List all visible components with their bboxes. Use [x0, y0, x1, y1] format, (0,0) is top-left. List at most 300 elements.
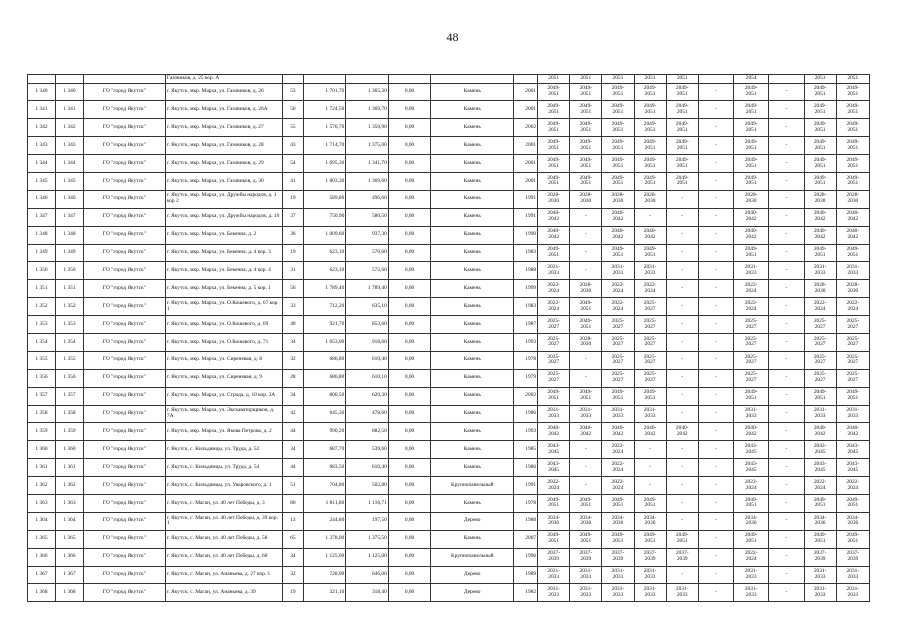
- count-cell: 54: [283, 155, 304, 173]
- area-cell: 1 356,90: [346, 119, 389, 137]
- row-number-cell: 1 356: [55, 369, 83, 387]
- dash-cell: -: [698, 262, 733, 280]
- row-number-cell: 1 345: [28, 172, 56, 190]
- area-cell: 1 125,00: [303, 548, 346, 566]
- area-cell: 1 053,00: [303, 333, 346, 351]
- municipality-cell: ГО "город Якутск": [83, 226, 165, 244]
- year-cell: 2049- 2051: [538, 137, 570, 155]
- year-cell: 2049- 2051: [666, 137, 698, 155]
- row-number-cell: 1 364: [28, 512, 56, 530]
- row-number-cell: 1 351: [55, 280, 83, 298]
- dash-cell: -: [698, 566, 733, 584]
- address-cell: г. Якутск, с. Кильдямцы, ул. Труда, д. 54: [165, 459, 282, 477]
- dash-cell: -: [698, 333, 733, 351]
- year-cell: 2049- 2051: [634, 172, 666, 190]
- dash-cell: -: [769, 387, 804, 405]
- year-cell: 2040- 2042: [734, 423, 769, 441]
- area-cell: 1 116,71: [346, 494, 389, 512]
- table-row: [28, 333, 870, 351]
- year-cell: 2049- 2051: [538, 155, 570, 173]
- material-cell: Крупнопанельный: [431, 548, 514, 566]
- year-cell: 2031- 2033: [634, 262, 666, 280]
- year-cell: -: [666, 262, 698, 280]
- year-cell: 2049- 2051: [570, 316, 602, 334]
- row-number-cell: 1 348: [55, 226, 83, 244]
- address-cell: г. Якутск, мкр. Марха, ул. Дружбы народов, д. 1 кор 2: [165, 190, 282, 208]
- area-cell: 0,00: [388, 190, 431, 208]
- year-cell: 2025- 2027: [804, 333, 836, 351]
- table-row: [28, 262, 870, 280]
- area-cell: 0,00: [388, 387, 431, 405]
- row-number-cell: 1 346: [28, 190, 56, 208]
- year-cell: 2040- 2042: [634, 226, 666, 244]
- year-cell: 2049- 2051: [734, 101, 769, 119]
- address-cell: г. Якутск, мкр. Марха, ул. Строда, д. 10 кор. 3А: [165, 387, 282, 405]
- year-cell: 2025- 2027: [538, 369, 570, 387]
- count-cell: 41: [283, 172, 304, 190]
- year-cell: 2049- 2051: [634, 137, 666, 155]
- year-cell: 2049- 2051: [634, 387, 666, 405]
- area-cell: 478,60: [346, 405, 389, 423]
- year-cell: 2031- 2033: [602, 566, 634, 584]
- year-cell: 2031- 2033: [804, 405, 836, 423]
- count-cell: 44: [283, 459, 304, 477]
- row-number-cell: 1 342: [28, 119, 56, 137]
- table-row: [28, 208, 870, 226]
- dash-cell: -: [698, 101, 733, 119]
- year-cell: 2034- 2036: [570, 512, 602, 530]
- dash-cell: -: [698, 548, 733, 566]
- dash-cell: -: [769, 423, 804, 441]
- year-built-cell: 1993: [514, 333, 538, 351]
- year-cell: -: [634, 477, 666, 495]
- dash-cell: -: [698, 155, 733, 173]
- year-cell: 2022- 2024: [602, 477, 634, 495]
- municipality-cell: ГО "город Якутск": [83, 137, 165, 155]
- material-cell: Камень: [431, 244, 514, 262]
- row-number-cell: 1 342: [55, 119, 83, 137]
- year-built-cell: 2001: [514, 101, 538, 119]
- year-cell: 2025- 2027: [634, 298, 666, 316]
- dash-cell: -: [698, 405, 733, 423]
- year-cell: 2049- 2051: [602, 387, 634, 405]
- municipality-cell: ГО "город Якутск": [83, 369, 165, 387]
- row-number-cell: 1 344: [55, 155, 83, 173]
- year-cell: 2049- 2051: [570, 172, 602, 190]
- year-cell: 2049- 2051: [634, 83, 666, 101]
- year-cell: 2049- 2051: [634, 155, 666, 173]
- year-cell: 2022- 2024: [734, 280, 769, 298]
- area-cell: 0,00: [388, 494, 431, 512]
- dash-cell: -: [698, 83, 733, 101]
- year-cell: 2034- 2036: [634, 512, 666, 530]
- material-cell: Камень: [431, 226, 514, 244]
- dash-cell: -: [698, 494, 733, 512]
- year-cell: 2049- 2051: [570, 530, 602, 548]
- year-cell: 2049- 2051: [734, 530, 769, 548]
- address-cell: г. Якутск, с. Маган, ул. 40 лет Победы, д. 39 кор. 1: [165, 512, 282, 530]
- year-cell: 2049- 2051: [538, 172, 570, 190]
- year-cell: 2022- 2024: [804, 477, 836, 495]
- dash-cell: -: [769, 351, 804, 369]
- table-row: [28, 226, 870, 244]
- address-cell: г. Якутск, мкр. Марха, ул. Якова Петрова, д. 2: [165, 423, 282, 441]
- year-cell: 2049- 2051: [804, 101, 836, 119]
- area-cell: 0,00: [388, 137, 431, 155]
- year-cell: 2022- 2024: [734, 298, 769, 316]
- area-cell: 990,20: [303, 423, 346, 441]
- year-cell: 2025- 2027: [634, 333, 666, 351]
- address-cell: г. Якутск, мкр. Марха, ул. Экскаваторщиков, д. 7А: [165, 405, 282, 423]
- year-built-cell: 1978: [514, 494, 538, 512]
- area-cell: 1 789,40: [303, 280, 346, 298]
- year-built-cell: 1982: [514, 584, 538, 602]
- year-cell: 2040- 2042: [836, 208, 869, 226]
- area-cell: 589,80: [303, 190, 346, 208]
- year-cell: 2034- 2036: [804, 512, 836, 530]
- year-built-cell: 1978: [514, 351, 538, 369]
- year-cell: 2051: [602, 75, 634, 84]
- area-cell: 572,60: [346, 262, 389, 280]
- material-cell: Камень: [431, 155, 514, 173]
- address-cell: г. Якутск, мкр. Марха, ул. Газовиков, д. 30: [165, 172, 282, 190]
- row-number-cell: 1 359: [28, 423, 56, 441]
- material-cell: Камень: [431, 333, 514, 351]
- area-cell: 0,00: [388, 172, 431, 190]
- year-built-cell: 1985: [514, 441, 538, 459]
- year-cell: -: [634, 441, 666, 459]
- municipality-cell: ГО "город Якутск": [83, 512, 165, 530]
- area-cell: 0,00: [388, 208, 431, 226]
- year-cell: 2031- 2033: [602, 584, 634, 602]
- area-cell: 0,00: [388, 441, 431, 459]
- year-built-cell: 2001: [514, 137, 538, 155]
- row-number-cell: 1 351: [28, 280, 56, 298]
- year-cell: 2040- 2042: [538, 226, 570, 244]
- count-cell: 31: [283, 262, 304, 280]
- year-cell: 2049- 2051: [836, 101, 869, 119]
- year-cell: 2049- 2051: [836, 172, 869, 190]
- year-cell: -: [666, 477, 698, 495]
- area-cell: 921,70: [303, 316, 346, 334]
- year-cell: 2031- 2033: [734, 262, 769, 280]
- area-cell: 1 125,00: [346, 548, 389, 566]
- year-cell: 2043- 2045: [538, 459, 570, 477]
- year-cell: 2049- 2051: [804, 494, 836, 512]
- address-cell: г. Якутск, мкр. Марха, ул. Дружбы народов, д. 10: [165, 208, 282, 226]
- address-cell: г. Якутск, мкр. Марха, ул. Бекенна, д. 4 кор. 4: [165, 262, 282, 280]
- row-number-cell: 1 349: [55, 244, 83, 262]
- year-cell: 2049- 2051: [734, 119, 769, 137]
- row-number-cell: 1 341: [55, 101, 83, 119]
- area-cell: 610,40: [346, 351, 389, 369]
- year-cell: 2037- 2039: [602, 548, 634, 566]
- year-cell: 2025- 2027: [836, 369, 869, 387]
- row-number-cell: 1 361: [28, 459, 56, 477]
- area-cell: 712,20: [303, 298, 346, 316]
- material-cell: Камень: [431, 190, 514, 208]
- year-cell: 2043- 2045: [804, 441, 836, 459]
- year-cell: -: [570, 226, 602, 244]
- year-cell: -: [570, 459, 602, 477]
- year-built-cell: 2002: [514, 387, 538, 405]
- row-number-cell: 1 347: [28, 208, 56, 226]
- dash-cell: -: [769, 584, 804, 602]
- material-cell: Дерево: [431, 512, 514, 530]
- area-cell: 1 378,00: [303, 530, 346, 548]
- year-cell: 2031- 2033: [836, 405, 869, 423]
- material-cell: Камень: [431, 423, 514, 441]
- address-cell: г. Якутск, мкр. Марха, ул. О.Кошевого, д. 71: [165, 333, 282, 351]
- row-number-cell: 1 361: [55, 459, 83, 477]
- row-number-cell: 1 352: [55, 298, 83, 316]
- year-cell: -: [666, 459, 698, 477]
- municipality-cell: ГО "город Якутск": [83, 208, 165, 226]
- municipality-cell: ГО "город Якутск": [83, 530, 165, 548]
- table-row: [28, 477, 870, 495]
- year-cell: 2049- 2051: [602, 494, 634, 512]
- dash-cell: -: [769, 441, 804, 459]
- row-number-cell: 1 363: [55, 494, 83, 512]
- year-cell: 2040- 2042: [634, 423, 666, 441]
- address-cell: г. Якутск, мкр. Марха, ул. Газовиков, д. 26: [165, 83, 282, 101]
- year-cell: 2031- 2033: [666, 584, 698, 602]
- year-cell: -: [570, 208, 602, 226]
- area-cell: 686,80: [303, 351, 346, 369]
- year-cell: 2031- 2033: [602, 262, 634, 280]
- area-cell: 1 811,80: [303, 494, 346, 512]
- year-cell: 2022- 2024: [538, 477, 570, 495]
- row-number-cell: 1 345: [55, 172, 83, 190]
- year-built-cell: 1989: [514, 566, 538, 584]
- row-number-cell: 1 365: [28, 530, 56, 548]
- year-cell: 2049- 2051: [570, 119, 602, 137]
- year-cell: -: [570, 244, 602, 262]
- year-cell: 2049- 2051: [734, 387, 769, 405]
- area-cell: 645,30: [303, 405, 346, 423]
- row-number-cell: 1 340: [55, 83, 83, 101]
- year-built-cell: 1986: [514, 405, 538, 423]
- area-cell: 937,30: [346, 226, 389, 244]
- dash-cell: -: [698, 369, 733, 387]
- count-cell: 34: [283, 441, 304, 459]
- year-cell: 2040- 2042: [602, 423, 634, 441]
- dash-cell: -: [698, 441, 733, 459]
- area-cell: 1 789,40: [346, 280, 389, 298]
- year-cell: -: [570, 369, 602, 387]
- year-cell: 2031- 2033: [804, 262, 836, 280]
- year-cell: 2034- 2036: [836, 512, 869, 530]
- year-cell: 2049- 2051: [734, 494, 769, 512]
- year-cell: 2031- 2033: [538, 262, 570, 280]
- address-cell: г. Якутск, мкр. Марха, ул. О.Кошевого, д. 69: [165, 316, 282, 334]
- area-cell: 623,10: [303, 262, 346, 280]
- year-cell: 2049- 2051: [836, 119, 869, 137]
- year-cell: 2049- 2051: [538, 83, 570, 101]
- year-cell: 2025- 2027: [836, 333, 869, 351]
- year-cell: 2037- 2039: [804, 548, 836, 566]
- dash-cell: -: [769, 298, 804, 316]
- area-cell: 0,00: [388, 119, 431, 137]
- area-cell: 0,00: [388, 83, 431, 101]
- address-cell: г. Якутск, с. Кильдямцы, ул. Труда, д. 52: [165, 441, 282, 459]
- year-cell: 2049- 2051: [570, 494, 602, 512]
- year-cell: 2049- 2051: [734, 83, 769, 101]
- year-cell: 2031- 2033: [538, 566, 570, 584]
- count-cell: 28: [283, 369, 304, 387]
- year-cell: 2040- 2042: [666, 423, 698, 441]
- year-built-cell: 2001: [514, 172, 538, 190]
- year-cell: 2025- 2027: [804, 351, 836, 369]
- year-cell: 2031- 2033: [634, 584, 666, 602]
- area-cell: 0,00: [388, 530, 431, 548]
- year-cell: 2040- 2042: [602, 208, 634, 226]
- year-cell: 2040- 2042: [538, 208, 570, 226]
- municipality-cell: ГО "город Якутск": [83, 441, 165, 459]
- area-cell: 1 576,70: [303, 119, 346, 137]
- year-cell: 2034- 2036: [602, 512, 634, 530]
- address-cell: г. Якутск, с. Маган, ул. Ананьева, д. 39: [165, 584, 282, 602]
- area-cell: 853,60: [346, 316, 389, 334]
- dash-cell: -: [769, 83, 804, 101]
- dash-cell: -: [698, 208, 733, 226]
- table-row: [28, 423, 870, 441]
- year-cell: -: [666, 512, 698, 530]
- year-cell: 2040- 2042: [804, 208, 836, 226]
- address-cell: г. Якутск, с. Маган, ул. 40 лет Победы, д. 60: [165, 548, 282, 566]
- count-cell: 33: [283, 298, 304, 316]
- row-number-cell: 1 358: [28, 405, 56, 423]
- dash-cell: -: [698, 423, 733, 441]
- year-cell: 2037- 2039: [634, 548, 666, 566]
- year-cell: 2049- 2051: [836, 244, 869, 262]
- dash-cell: -: [769, 512, 804, 530]
- dash-cell: -: [769, 548, 804, 566]
- year-cell: 2025- 2027: [836, 316, 869, 334]
- municipality-cell: ГО "город Якутск": [83, 387, 165, 405]
- row-number-cell: 1 355: [55, 351, 83, 369]
- count-cell: 32: [283, 566, 304, 584]
- year-built-cell: 2007: [514, 530, 538, 548]
- area-cell: 750,90: [303, 208, 346, 226]
- year-built-cell: 1991: [514, 208, 538, 226]
- material-cell: Камень: [431, 119, 514, 137]
- year-built-cell: 1983: [514, 244, 538, 262]
- area-cell: 610,10: [346, 369, 389, 387]
- area-cell: 1 701,70: [303, 83, 346, 101]
- year-cell: 2043- 2045: [734, 459, 769, 477]
- year-cell: 2049- 2051: [538, 101, 570, 119]
- area-cell: 800,50: [303, 387, 346, 405]
- area-cell: 0,00: [388, 262, 431, 280]
- year-cell: -: [570, 351, 602, 369]
- row-number-cell: 1 367: [28, 566, 56, 584]
- year-cell: 2049- 2051: [538, 530, 570, 548]
- count-cell: 53: [283, 83, 304, 101]
- area-cell: 0,00: [388, 333, 431, 351]
- year-cell: 2049- 2051: [602, 155, 634, 173]
- year-cell: 2022- 2024: [538, 280, 570, 298]
- year-cell: 2049- 2051: [734, 172, 769, 190]
- dash-cell: -: [769, 262, 804, 280]
- address-cell: г. Якутск, мкр. Марха, ул. О.Кошевого, д. 67 кор. 1: [165, 298, 282, 316]
- year-cell: 2034- 2036: [538, 512, 570, 530]
- row-number-cell: 1 363: [28, 494, 56, 512]
- municipality-cell: ГО "город Якутск": [83, 566, 165, 584]
- year-cell: 2025- 2027: [602, 316, 634, 334]
- material-cell: Камень: [431, 172, 514, 190]
- year-cell: 2037- 2039: [570, 548, 602, 566]
- dash-cell: -: [698, 584, 733, 602]
- year-cell: 2040- 2042: [570, 423, 602, 441]
- table-row: [28, 494, 870, 512]
- year-cell: 2025- 2027: [602, 369, 634, 387]
- row-number-cell: 1 357: [28, 387, 56, 405]
- year-cell: 2051: [570, 75, 602, 84]
- dash-cell: -: [698, 351, 733, 369]
- row-number-cell: 1 366: [55, 548, 83, 566]
- year-cell: 2051: [666, 75, 698, 84]
- year-cell: 2049- 2051: [734, 137, 769, 155]
- dash-cell: -: [769, 226, 804, 244]
- dash-cell: -: [698, 137, 733, 155]
- year-cell: 2049- 2051: [836, 387, 869, 405]
- year-cell: 2031- 2033: [634, 405, 666, 423]
- dash-cell: -: [769, 101, 804, 119]
- material-cell: Камень: [431, 137, 514, 155]
- table-row: [28, 566, 870, 584]
- dash-cell: -: [769, 280, 804, 298]
- area-cell: 610,40: [346, 459, 389, 477]
- year-cell: 2028- 2030: [602, 190, 634, 208]
- row-number-cell: 1 360: [55, 441, 83, 459]
- municipality-cell: ГО "город Якутск": [83, 584, 165, 602]
- table-row: [28, 459, 870, 477]
- year-cell: 2028- 2030: [836, 280, 869, 298]
- count-cell: 37: [283, 208, 304, 226]
- year-cell: 2049- 2051: [734, 155, 769, 173]
- material-cell: Камень: [431, 530, 514, 548]
- year-built-cell: 1996: [514, 548, 538, 566]
- area-cell: 1 009,60: [303, 226, 346, 244]
- year-cell: 2049- 2051: [734, 244, 769, 262]
- municipality-cell: ГО "город Якутск": [83, 494, 165, 512]
- year-cell: 2049- 2051: [836, 155, 869, 173]
- municipality-cell: ГО "город Якутск": [83, 423, 165, 441]
- area-cell: 1 714,70: [303, 137, 346, 155]
- material-cell: Камень: [431, 101, 514, 119]
- year-cell: 2031- 2033: [538, 584, 570, 602]
- year-cell: 2031- 2033: [570, 584, 602, 602]
- page-number: 48: [446, 30, 459, 44]
- year-cell: 2022- 2024: [634, 280, 666, 298]
- material-cell: Камень: [431, 351, 514, 369]
- year-cell: 2031- 2033: [804, 584, 836, 602]
- year-cell: 2040- 2042: [836, 423, 869, 441]
- row-number-cell: 1 350: [55, 262, 83, 280]
- year-cell: 2022- 2024: [602, 441, 634, 459]
- year-cell: 2025- 2027: [538, 333, 570, 351]
- year-cell: 2028- 2030: [570, 280, 602, 298]
- table-row: [28, 280, 870, 298]
- area-cell: 918,60: [346, 333, 389, 351]
- year-built-cell: 1986: [514, 459, 538, 477]
- year-cell: 2028- 2030: [836, 190, 869, 208]
- area-cell: 704,80: [303, 477, 346, 495]
- year-cell: 2022- 2024: [734, 477, 769, 495]
- year-cell: 2031- 2033: [836, 566, 869, 584]
- row-number-cell: 1 350: [28, 262, 56, 280]
